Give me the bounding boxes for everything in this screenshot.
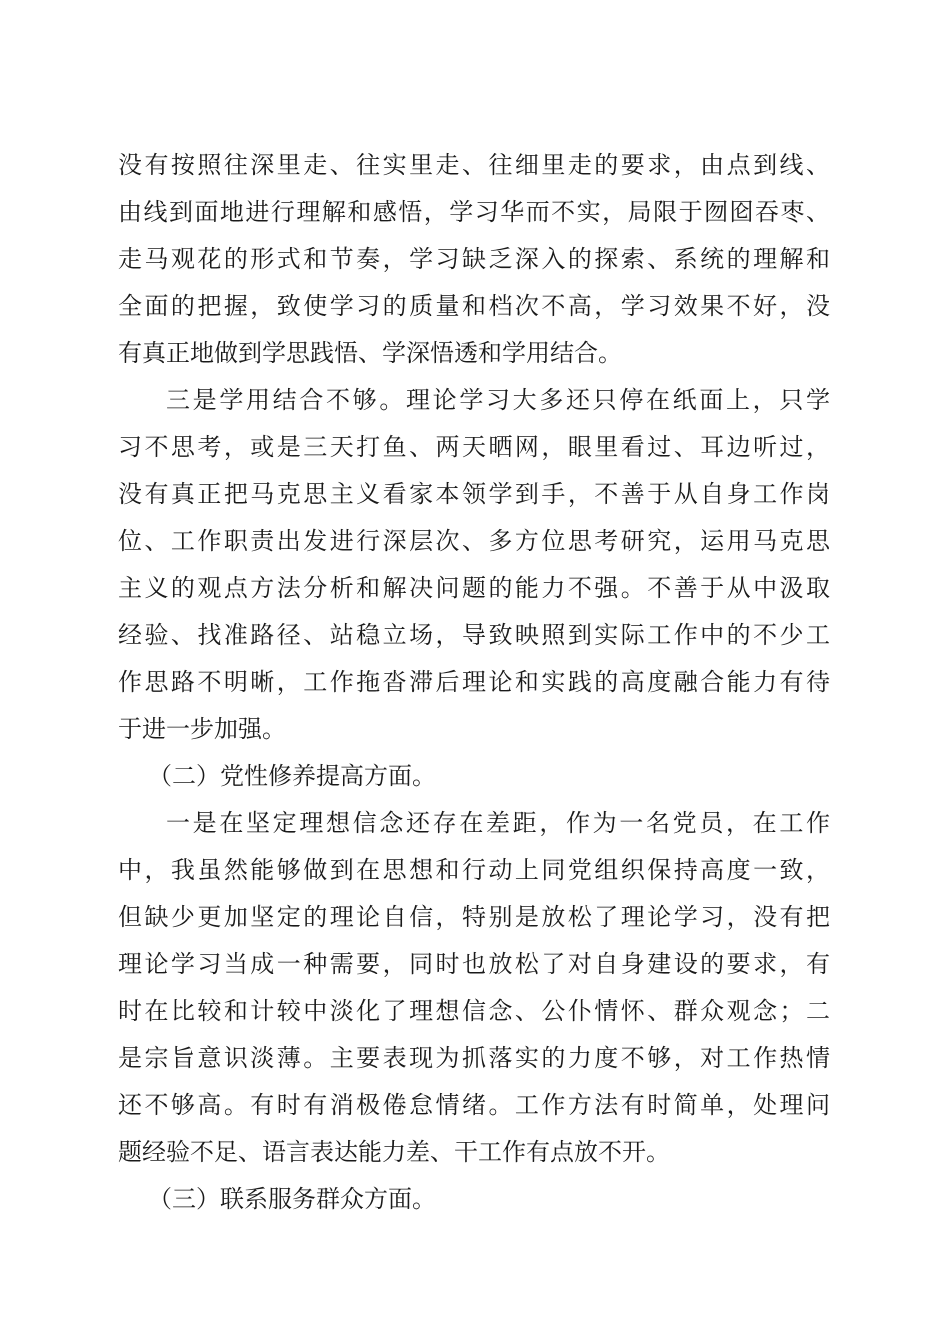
text-line: 走马观花的形式和节奏，学习缺乏深入的探索、系统的理解和 <box>118 245 830 273</box>
text-line: 还不够高。有时有消极倦怠情绪。工作方法有时简单，处理问 <box>118 1091 830 1119</box>
text-line: 主义的观点方法分析和解决问题的能力不强。不善于从中汲取 <box>118 574 830 602</box>
text-line: 由线到面地进行理解和感悟，学习华而不实，局限于囫囵吞枣、 <box>118 198 830 226</box>
text-line: 全面的把握，致使学习的质量和档次不高，学习效果不好，没 <box>118 292 830 320</box>
text-line: 理论学习当成一种需要，同时也放松了对自身建设的要求，有 <box>118 950 830 978</box>
text-line: 但缺少更加坚定的理论自信，特别是放松了理论学习，没有把 <box>118 903 830 931</box>
text-line: 经验、找准路径、站稳立场，导致映照到实际工作中的不少工 <box>118 621 830 649</box>
document-body <box>118 142 830 1223</box>
section-heading: （三）联系服务群众方面。 <box>148 1185 436 1213</box>
paragraph-start-line: 三是学用结合不够。理论学习大多还只停在纸面上，只学 <box>166 386 830 414</box>
text-line: 有真正地做到学思践悟、学深悟透和学用结合。 <box>118 339 622 367</box>
text-line: 时在比较和计较中淡化了理想信念、公仆情怀、群众观念；二 <box>118 997 830 1025</box>
text-line: 没有真正把马克思主义看家本领学到手，不善于从自身工作岗 <box>118 480 830 508</box>
text-line: 是宗旨意识淡薄。主要表现为抓落实的力度不够，对工作热情 <box>118 1044 830 1072</box>
text-line: 作思路不明晰，工作拖沓滞后理论和实践的高度融合能力有待 <box>118 668 830 696</box>
text-line: 习不思考，或是三天打鱼、两天晒网，眼里看过、耳边听过， <box>118 433 830 461</box>
paragraph-start-line: 一是在坚定理想信念还存在差距，作为一名党员，在工作 <box>166 809 830 837</box>
text-line: 中，我虽然能够做到在思想和行动上同党组织保持高度一致， <box>118 856 830 884</box>
text-line: 题经验不足、语言表达能力差、干工作有点放不开。 <box>118 1138 670 1166</box>
text-line: 没有按照往深里走、往实里走、往细里走的要求，由点到线、 <box>118 151 830 179</box>
text-line: 于进一步加强。 <box>118 715 286 743</box>
text-line: 位、工作职责出发进行深层次、多方位思考研究，运用马克思 <box>118 527 830 555</box>
section-heading: （二）党性修养提高方面。 <box>148 762 436 790</box>
